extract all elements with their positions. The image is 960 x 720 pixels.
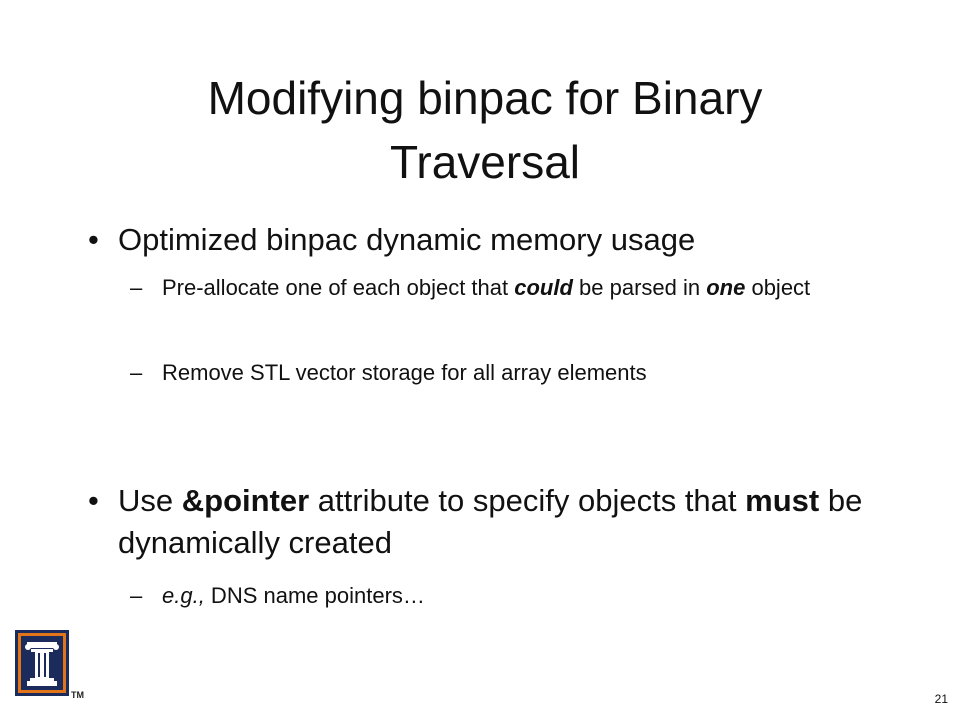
sub-bullet-text — [162, 272, 870, 303]
slide-title — [90, 66, 880, 194]
bullet-text — [118, 480, 888, 564]
text-run: DNS name pointers… — [204, 583, 425, 608]
text-run: Use — [118, 483, 182, 518]
bullet-marker: • — [88, 222, 99, 257]
trademark-mark: TM — [71, 690, 84, 700]
text-run: be dynamically created — [118, 483, 863, 560]
text-run: Pre-allocate one of each object that — [162, 275, 515, 300]
emphasis-pointer: &pointer — [181, 483, 310, 518]
emphasis-one: one — [706, 275, 746, 300]
sub-bullet-marker: – — [130, 360, 143, 385]
bullet-text: Optimized binpac dynamic memory usage — [118, 222, 696, 257]
sub-bullet-dns-pointers — [130, 580, 870, 611]
sub-bullet-marker: – — [130, 275, 143, 300]
bullet-pointer-attribute — [88, 480, 888, 564]
university-column-logo-icon — [15, 630, 69, 696]
bullet-memory-usage — [88, 219, 888, 261]
emphasis-eg: e.g., — [162, 583, 205, 608]
sub-bullet-marker: – — [130, 583, 143, 608]
emphasis-could: could — [514, 275, 573, 300]
page-number: 21 — [934, 692, 948, 706]
title-line-1: Modifying binpac for Binary — [207, 72, 763, 124]
title-line-2: Traversal — [390, 136, 580, 188]
sub-bullet-remove-stl — [130, 357, 870, 388]
text-run: attribute to specify objects that — [309, 483, 746, 518]
emphasis-must: must — [745, 483, 820, 518]
bullet-marker: • — [88, 483, 99, 518]
sub-bullet-text — [162, 580, 870, 611]
sub-bullet-preallocate — [130, 272, 870, 303]
sub-bullet-text: Remove STL vector storage for all array elements — [162, 360, 647, 385]
text-run: be parsed in — [572, 275, 707, 300]
text-run: object — [745, 275, 811, 300]
